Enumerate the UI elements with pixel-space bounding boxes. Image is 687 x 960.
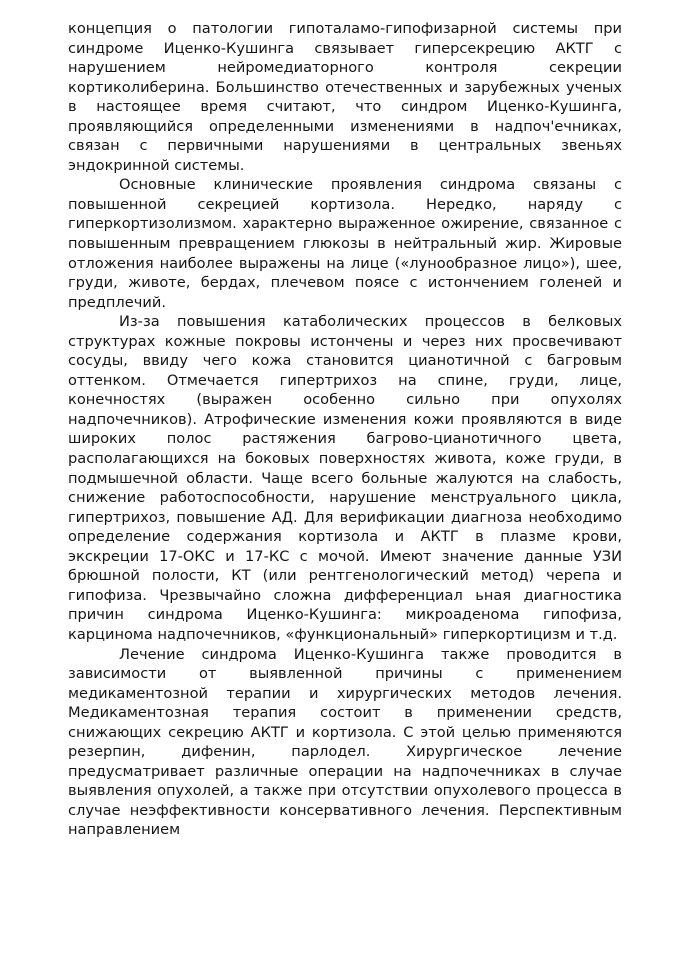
- paragraph-treatment: Лечение синдрома Иценко-Кушинга также проводится в зависимости от выявленной причины с применением медикаментозной терапии и хирургических методов лечения. Медикаментозная терапия состоит в применении средств, снижающих секрецию АКТГ и кортизола. С этой целью применяются резерпин, дифенин, парлодел. Хирургическое лечение предусматривает различные операции на надпочечниках в случае выявления опухолей, а также при отсутствии опухолевого процесса в случае неэффективности консервативного лечения. Перспективным направлением: [68, 645, 622, 839]
- paragraph-clinical-signs: Основные клинические проявления синдрома связаны с повышенной секрецией кортизола. Нередко, наряду с гиперкортизолизмом. характерно выраженное ожирение, связанное с повышенным превращением глюкозы в нейтральный жир. Жировые отложения наиболее выражены на лице («лунообразное лицо»), шее, груди, животе, бердах, плечевом поясе с истончением голеней и предплечий.: [68, 176, 622, 311]
- paragraph-continuation: концепция о патологии гипоталамо-гипофизарной системы при синдроме Иценко-Кушинга связывает гиперсекрецию АКТГ с нарушением нейромедиаторного контроля секреции кортиколиберина. Большинство отечественных и зарубежных ученых в настоящее время считают, что синдром Иценко-Кушинга, проявляющийся определенными изменениями в надпоч'ечниках, связан с первичными нарушениями в центральных звеньях эндокринной системы.: [68, 20, 622, 174]
- paragraph-catabolic-processes: Из-за повышения катаболических процессов в белковых структурах кожные покровы истончены и через них просвечивают сосуды, ввиду чего кожа становится цианотичной с багровым оттенком. Отмечается гипертрихоз на спине, груди, лице, конечностях (выражен особенно сильно при опухолях надпочечников). Атрофические изменения кожи проявляются в виде широких полос растяжения багрово-цианотичного цвета, располагающихся на боковых поверхностях живота, коже груди, в подмышечной области. Чаще всего больные жалуются на слабость, снижение работоспособности, нарушение менструального цикла, гипертрихоз, повышение АД. Для верификации диагноза необходимо определение содержания кортизола и АКТГ в плазме крови, экскреции 17-ОКС и 17-КС с мочой. Имеют значение данные УЗИ брюшной полости, КТ (или рентгенологический метод) черепа и гипофиза. Чрезвычайно сложна дифференциал ьная диагностика причин синдрома Иценко-Кушинга: микроаденома гипофиза, карцинома надпочечников, «функциональный» гиперкортицизм и т.д.: [68, 313, 622, 643]
- body-text: [68, 19, 622, 840]
